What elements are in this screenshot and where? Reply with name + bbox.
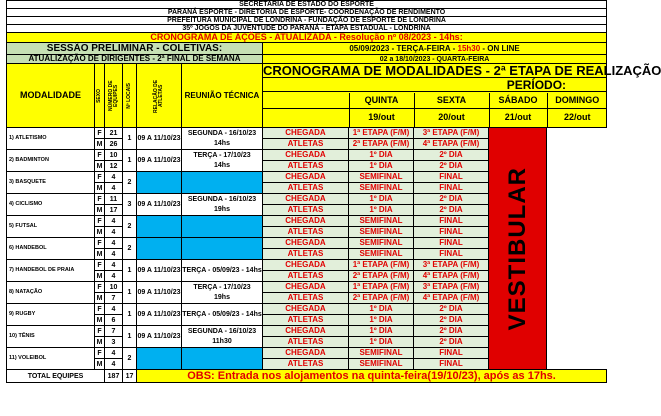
quinta-cell: ATLETAS [263, 139, 349, 150]
date-quinta: 19/out [349, 109, 414, 127]
sabado-cell: 3ª ETAPA (F/M) [414, 128, 489, 139]
date-spacer [263, 109, 349, 127]
sport-name: 7) HANDEBOL DE PRAIA [7, 260, 95, 282]
col-relacao-label: RELAÇÃO DE ATLETAS [153, 78, 164, 113]
sport-locais: 1 [123, 282, 137, 304]
sport-locais: 2 [123, 172, 137, 194]
sport-sex: M [95, 293, 105, 304]
sport-teams: 11 [105, 194, 123, 205]
sport-name: 6) HANDEBOL [7, 238, 95, 260]
quinta-cell: CHEGADA [263, 128, 349, 139]
sport-sex: M [95, 139, 105, 150]
sexta-cell: 1º DIA [349, 150, 414, 161]
sport-sex: M [95, 315, 105, 326]
reuniao-time: 19hs [214, 294, 230, 301]
sport-name: 4) CICLISMO [7, 194, 95, 216]
sabado-cell: 4ª ETAPA (F/M) [414, 271, 489, 282]
sabado-cell: 2º DIA [414, 205, 489, 216]
sabado-cell: FINAL [414, 359, 489, 370]
quinta-cell: ATLETAS [263, 183, 349, 194]
sabado-cell: FINAL [414, 348, 489, 359]
sabado-cell: 2º DIA [414, 161, 489, 172]
sexta-cell: 1º DIA [349, 326, 414, 337]
col-locais-label: Nº LOCAIS [126, 82, 132, 109]
sport-locais: 1 [123, 326, 137, 348]
sport-sex: M [95, 205, 105, 216]
day-spacer [263, 93, 349, 109]
sport-locais: 1 [123, 128, 137, 150]
sexta-cell: 1º DIA [349, 194, 414, 205]
sabado-cell: FINAL [414, 172, 489, 183]
quinta-cell: ATLETAS [263, 227, 349, 238]
footer-row [7, 370, 607, 383]
sport-teams: 4 [105, 183, 123, 194]
sabado-cell: FINAL [414, 238, 489, 249]
footer-locais: 17 [123, 370, 137, 383]
sport-sex: M [95, 183, 105, 194]
reuniao-time: 14hs [214, 140, 230, 147]
sport-reuniao [182, 150, 263, 172]
quinta-cell: ATLETAS [263, 337, 349, 348]
sexta-cell: SEMIFINAL [349, 238, 414, 249]
sexta-cell: SEMIFINAL [349, 216, 414, 227]
header-line-4: 35º JOGOS DA JUVENTUDE DO PARANÁ - ETAPA ESTADUAL - LONDRINA [7, 25, 607, 33]
sexta-cell: SEMIFINAL [349, 172, 414, 183]
footer-label: TOTAL EQUIPES [7, 370, 105, 383]
quinta-cell: CHEGADA [263, 238, 349, 249]
sport-sex: M [95, 161, 105, 172]
sport-name: 8) NATAÇÃO [7, 282, 95, 304]
session-preliminary: SESSÃO PRELIMINAR - COLETIVAS: [7, 43, 263, 55]
sport-relacao: 09 A 11/10/23 [137, 194, 182, 216]
day-sexta: SEXTA [414, 93, 489, 109]
sport-sex: F [95, 194, 105, 205]
date-sabado: 21/out [489, 109, 547, 127]
sport-teams: 4 [105, 348, 123, 359]
day-header-table [263, 93, 607, 127]
quinta-cell: CHEGADA [263, 172, 349, 183]
footer-total: 187 [105, 370, 123, 383]
sabado-cell: 3ª ETAPA (F/M) [414, 282, 489, 293]
day-quinta: QUINTA [349, 93, 414, 109]
sport-teams: 12 [105, 161, 123, 172]
sport-sex: F [95, 260, 105, 271]
quinta-cell: CHEGADA [263, 326, 349, 337]
sport-teams: 4 [105, 216, 123, 227]
quinta-cell: CHEGADA [263, 216, 349, 227]
sport-teams: 4 [105, 304, 123, 315]
sport-reuniao [182, 260, 263, 282]
sexta-cell: 2ª ETAPA (F/M) [349, 139, 414, 150]
sport-teams: 10 [105, 150, 123, 161]
quinta-cell: CHEGADA [263, 150, 349, 161]
header-line-3: PREFEITURA MUNICIPAL DE LONDRINA - FUNDAÇÃO DE ESPORTE DE LONDRINA [7, 17, 607, 25]
sport-sex: F [95, 238, 105, 249]
sabado-cell: 2º DIA [414, 150, 489, 161]
sabado-cell: 2º DIA [414, 194, 489, 205]
col-locais [123, 64, 137, 128]
reuniao-time: 11h30 [212, 338, 232, 345]
sexta-cell: 1º DIA [349, 304, 414, 315]
reuniao-date: TERÇA - 17/10/23 [193, 152, 251, 159]
sport-relacao: 09 A 11/10/23 [137, 282, 182, 304]
quinta-cell: ATLETAS [263, 249, 349, 260]
sport-sex: M [95, 337, 105, 348]
sexta-cell: 1º DIA [349, 161, 414, 172]
quinta-cell: ATLETAS [263, 161, 349, 172]
quinta-cell: CHEGADA [263, 304, 349, 315]
sport-sex: F [95, 216, 105, 227]
sport-sex: M [95, 249, 105, 260]
sexta-cell: SEMIFINAL [349, 348, 414, 359]
sport-locais: 1 [123, 304, 137, 326]
quinta-cell: CHEGADA [263, 282, 349, 293]
sport-reuniao [182, 348, 263, 370]
sport-sex: F [95, 348, 105, 359]
sexta-cell: 1ª ETAPA (F/M) [349, 260, 414, 271]
sport-relacao: 09 A 11/10/23 [137, 128, 182, 150]
sexta-cell: 1º DIA [349, 205, 414, 216]
quinta-cell: ATLETAS [263, 359, 349, 370]
sport-relacao: 09 A 11/10/23 [137, 304, 182, 326]
sport-sex: F [95, 282, 105, 293]
reuniao-date: SEGUNDA - 16/10/23 [187, 328, 257, 335]
sport-teams: 17 [105, 205, 123, 216]
quinta-cell: ATLETAS [263, 293, 349, 304]
quinta-cell: ATLETAS [263, 315, 349, 326]
sabado-cell: 2º DIA [414, 315, 489, 326]
sexta-cell: 1ª ETAPA (F/M) [349, 282, 414, 293]
sabado-cell: FINAL [414, 249, 489, 260]
sabado-cell: 3ª ETAPA (F/M) [414, 260, 489, 271]
quinta-cell: CHEGADA [263, 260, 349, 271]
sport-teams: 4 [105, 359, 123, 370]
footer-obs: OBS: Entrada nos alojamentos na quinta-feira(19/10/23), após as 17hs. [137, 370, 607, 383]
sabado-cell: FINAL [414, 216, 489, 227]
header-line-2: PARANÁ ESPORTE - DIRETORIA DE ESPORTE- COORDENAÇÃO DE RENDIMENTO [7, 9, 607, 17]
sport-sex: F [95, 172, 105, 183]
sport-sex: F [95, 128, 105, 139]
sport-sex: F [95, 326, 105, 337]
sport-relacao [137, 238, 182, 260]
update-directors: ATUALIZAÇÃO DE DIRIGENTES - 2ª FINAL DE SEMANA [7, 55, 263, 64]
quinta-cell: CHEGADA [263, 348, 349, 359]
sport-sex: M [95, 227, 105, 238]
header-line-5: CRONOGRAMA DE AÇÕES - ATUALIZADA - Resolução nº 08/2023 - 14hs: [7, 33, 607, 43]
sport-sex: M [95, 271, 105, 282]
sport-locais: 3 [123, 194, 137, 216]
sport-relacao: 09 A 11/10/23 [137, 260, 182, 282]
sport-teams: 4 [105, 238, 123, 249]
sport-relacao: 09 A 11/10/23 [137, 326, 182, 348]
sport-name: 2) BADMINTON [7, 150, 95, 172]
sport-teams: 10 [105, 282, 123, 293]
sport-name: 11) VOLEIBOL [7, 348, 95, 370]
sport-relacao [137, 348, 182, 370]
sport-teams: 4 [105, 172, 123, 183]
quinta-cell: ATLETAS [263, 271, 349, 282]
sabado-cell: 2º DIA [414, 337, 489, 348]
day-domingo: DOMINGO [547, 93, 607, 109]
sport-name: 9) RUGBY [7, 304, 95, 326]
day-header-cell [263, 92, 607, 128]
sport-sex: M [95, 359, 105, 370]
reuniao-time: 19hs [214, 206, 230, 213]
reuniao-date: TERÇA - 05/09/23 - 14hs [182, 267, 262, 274]
sport-relacao: 09 A 11/10/23 [137, 150, 182, 172]
date-sexta: 20/out [414, 109, 489, 127]
sport-name: 5) FUTSAL [7, 216, 95, 238]
sexta-cell: 1º DIA [349, 337, 414, 348]
sport-locais: 2 [123, 238, 137, 260]
sport-reuniao [182, 216, 263, 238]
sport-teams: 6 [105, 315, 123, 326]
col-sexo-label: SEXO [96, 88, 102, 103]
sabado-cell: FINAL [414, 183, 489, 194]
sport-teams: 7 [105, 293, 123, 304]
reuniao-date: SEGUNDA - 16/10/23 [187, 196, 257, 203]
col-equipes-label: NÚMERO DE EQUIPES [107, 80, 119, 111]
session-date: 05/09/2023 - TERÇA-FEIRA - 15h30 - ON LINE [263, 43, 607, 55]
sport-sex: F [95, 150, 105, 161]
sport-teams: 4 [105, 249, 123, 260]
sabado-cell: FINAL [414, 227, 489, 238]
sport-sex: F [95, 304, 105, 315]
sport-name: 10) TÊNIS [7, 326, 95, 348]
vestibular-cell [489, 128, 547, 370]
update-date: 02 a 18/10/2023 - QUARTA-FEIRA [263, 55, 607, 64]
schedule-table [6, 0, 661, 383]
periodo-label: PERÍODO: [263, 78, 607, 92]
sport-reuniao [182, 172, 263, 194]
col-equipes [105, 64, 123, 128]
sabado-cell: 4ª ETAPA (F/M) [414, 293, 489, 304]
col-reuniao: REUNIÃO TÉCNICA [182, 64, 263, 128]
date-domingo: 22/out [563, 112, 591, 123]
sexta-cell: SEMIFINAL [349, 249, 414, 260]
sport-locais: 2 [123, 216, 137, 238]
sabado-cell: 2º DIA [414, 326, 489, 337]
sport-relacao [137, 216, 182, 238]
sport-name: 3) BASQUETE [7, 172, 95, 194]
sexta-cell: 2ª ETAPA (F/M) [349, 271, 414, 282]
sabado-cell: 4ª ETAPA (F/M) [414, 139, 489, 150]
reuniao-date: TERÇA - 17/10/23 [193, 284, 251, 291]
sport-reuniao [182, 128, 263, 150]
sport-reuniao [182, 326, 263, 348]
schedule-sheet [6, 0, 661, 383]
reuniao-date: TERÇA - 05/09/23 - 14hs [182, 311, 262, 318]
col-sexo [95, 64, 105, 128]
sport-teams: 7 [105, 326, 123, 337]
quinta-cell: CHEGADA [263, 194, 349, 205]
vestibular-label: VESTIBULAR [503, 166, 531, 331]
sport-reuniao [182, 282, 263, 304]
day-sabado: SÁBADO [489, 93, 547, 109]
sport-locais: 1 [123, 150, 137, 172]
sport-reuniao [182, 194, 263, 216]
sport-teams: 21 [105, 128, 123, 139]
reuniao-time: 14hs [214, 162, 230, 169]
table-row [7, 128, 607, 139]
sport-teams: 3 [105, 337, 123, 348]
sexta-cell: 1º DIA [349, 315, 414, 326]
quinta-cell: ATLETAS [263, 205, 349, 216]
crono-title: CRONOGRAMA DE MODALIDADES - 2ª ETAPA DE REALIZAÇÃO [263, 63, 661, 78]
sport-teams: 4 [105, 227, 123, 238]
sport-reuniao [182, 238, 263, 260]
sexta-cell: 2ª ETAPA (F/M) [349, 293, 414, 304]
reuniao-date: SEGUNDA - 16/10/23 [187, 130, 257, 137]
sexta-cell: SEMIFINAL [349, 227, 414, 238]
sport-teams: 4 [105, 271, 123, 282]
col-modalidade: MODALIDADE [7, 64, 95, 128]
sport-locais: 1 [123, 260, 137, 282]
sport-relacao [137, 172, 182, 194]
sport-teams: 26 [105, 139, 123, 150]
sexta-cell: SEMIFINAL [349, 183, 414, 194]
sport-locais: 2 [123, 348, 137, 370]
sexta-cell: SEMIFINAL [349, 359, 414, 370]
sexta-cell: 1ª ETAPA (F/M) [349, 128, 414, 139]
sabado-cell: 2º DIA [414, 304, 489, 315]
sport-teams: 4 [105, 260, 123, 271]
col-relacao [137, 64, 182, 128]
sport-name: 1) ATLETISMO [7, 128, 95, 150]
header-line-1: SECRETARIA DE ESTADO DO ESPORTE [7, 1, 607, 9]
sport-reuniao [182, 304, 263, 326]
